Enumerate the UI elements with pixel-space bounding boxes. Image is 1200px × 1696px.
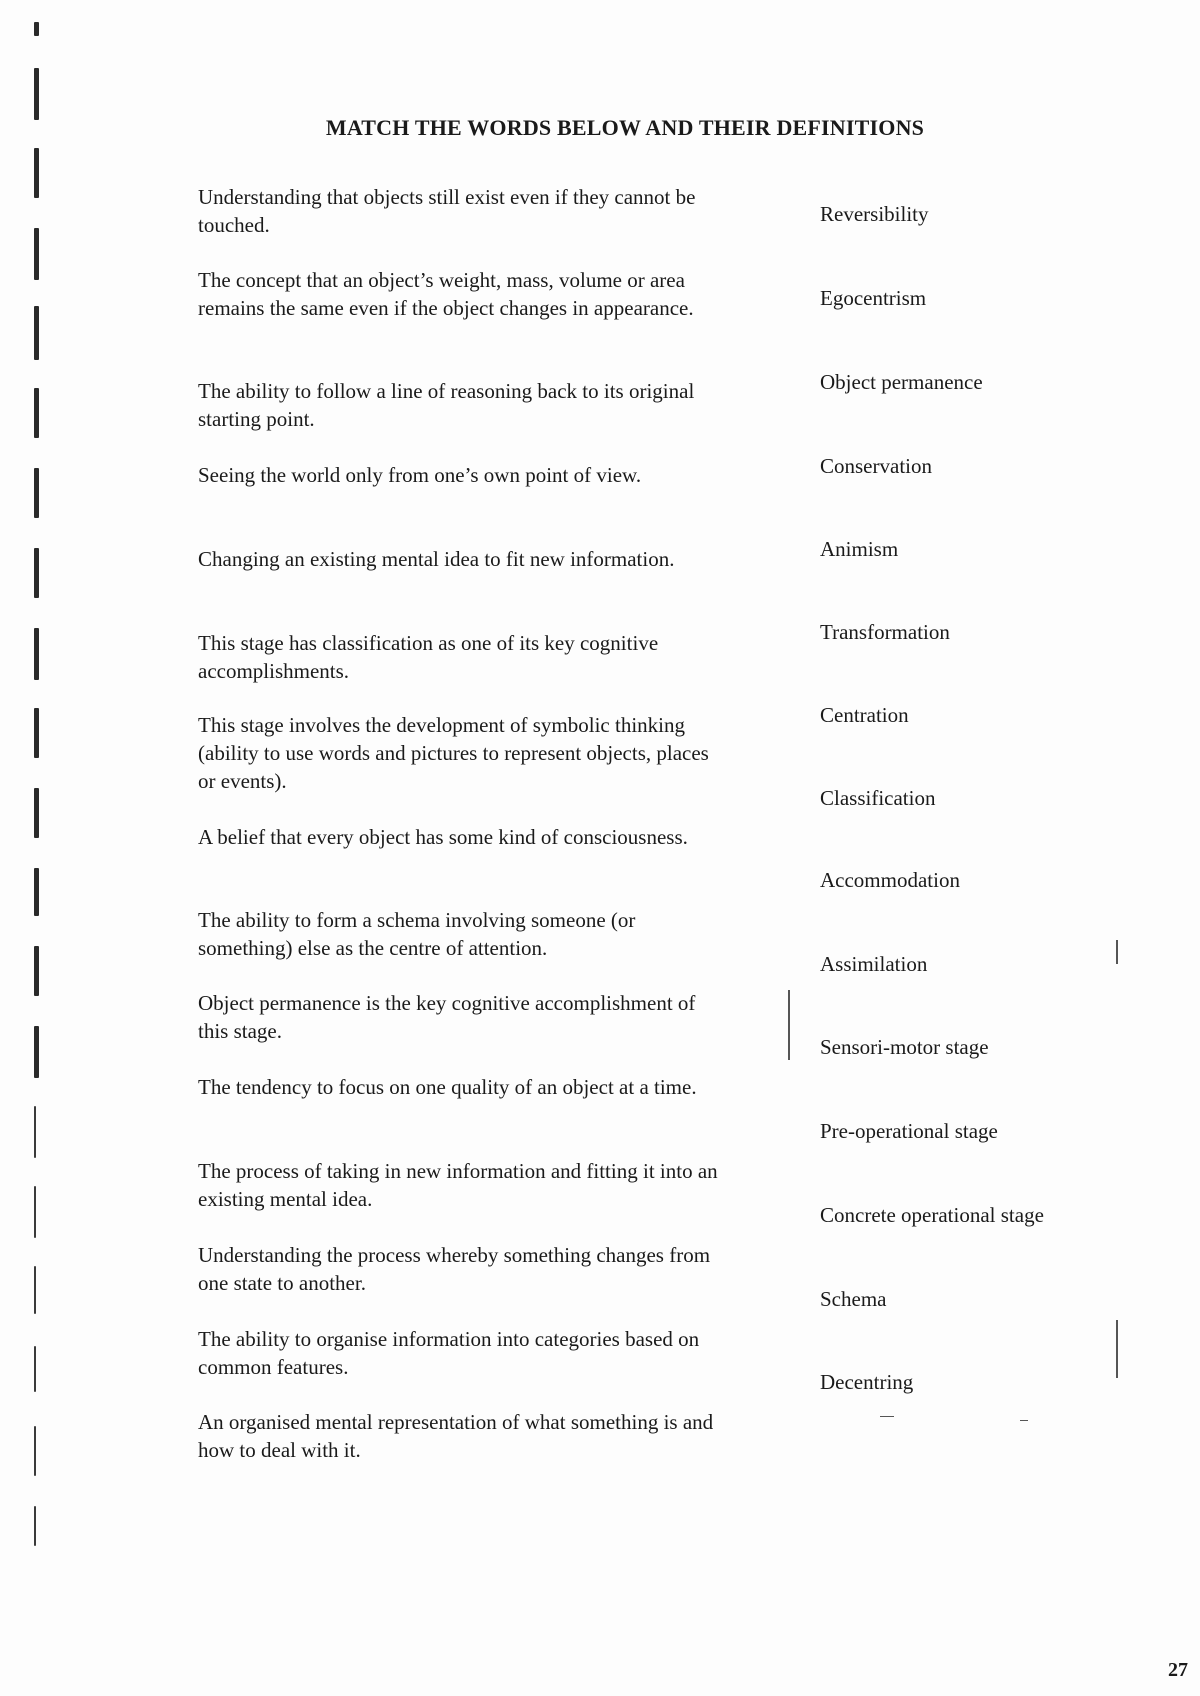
scan-artifact — [880, 1416, 894, 1417]
term-item: Sensori-motor stage — [820, 1035, 989, 1059]
term-item: Object permanence — [820, 370, 983, 394]
term-item: Centration — [820, 703, 909, 727]
term-item: Pre-operational stage — [820, 1119, 998, 1143]
binder-mark — [34, 1346, 36, 1392]
scan-artifact — [1116, 1320, 1118, 1378]
binder-mark — [34, 1426, 36, 1476]
binder-mark — [34, 1186, 36, 1238]
binder-mark — [34, 946, 39, 996]
binder-mark — [34, 68, 39, 120]
definition-item: The ability to form a schema involving someone (or something) else as the centre of attention. — [198, 908, 636, 960]
page-number: 27 — [1168, 1659, 1188, 1681]
definition-item: This stage involves the development of symbolic thinking (ability to use words and pictures to represent objects, places or events). — [198, 713, 709, 793]
definition-item: The ability to organise information into categories based on common features. — [198, 1327, 700, 1379]
definition-item: Understanding the process whereby something changes from one state to another. — [198, 1243, 711, 1295]
definition-item: Understanding that objects still exist even if they cannot be touched. — [198, 185, 696, 237]
binder-mark — [34, 22, 39, 36]
binder-mark — [34, 708, 39, 758]
definition-item: Seeing the world only from one’s own point of view. — [198, 463, 642, 487]
definition-item: The tendency to focus on one quality of an object at a time. — [198, 1075, 697, 1099]
term-item: Assimilation — [820, 952, 928, 976]
definition-item: Changing an existing mental idea to fit new information. — [198, 547, 675, 571]
definition-item: The process of taking in new information and fitting it into an existing mental idea. — [198, 1159, 718, 1211]
term-item: Reversibility — [820, 202, 929, 226]
term-item: Decentring — [820, 1370, 914, 1394]
binder-mark — [34, 628, 39, 680]
term-item: Transformation — [820, 620, 950, 644]
term-item: Classification — [820, 786, 936, 810]
definition-item: A belief that every object has some kind of consciousness. — [198, 825, 688, 849]
definition-item: Object permanence is the key cognitive accomplishment of this stage. — [198, 991, 696, 1043]
definition-item: The concept that an object’s weight, mass, volume or area remains the same even if the object changes in appearance. — [198, 268, 694, 320]
binder-mark — [34, 388, 39, 438]
definition-item: This stage has classification as one of its key cognitive accomplishments. — [198, 631, 659, 683]
term-item: Egocentrism — [820, 286, 927, 310]
binder-mark — [34, 788, 39, 838]
definition-item: An organised mental representation of what something is and how to deal with it. — [198, 1410, 714, 1462]
scan-artifact — [1020, 1420, 1028, 1421]
worksheet-title: MATCH THE WORDS BELOW AND THEIR DEFINITIONS — [325, 114, 925, 140]
binder-mark — [34, 306, 39, 360]
binder-mark — [34, 148, 39, 198]
binder-mark — [34, 1026, 39, 1078]
binder-mark — [34, 548, 39, 598]
binder-mark — [34, 228, 39, 280]
scan-artifact — [788, 990, 790, 1060]
binder-mark — [34, 868, 39, 916]
definition-item: The ability to follow a line of reasoning back to its original starting point. — [198, 379, 695, 431]
binder-mark — [34, 1106, 36, 1158]
binder-mark — [34, 1266, 36, 1314]
binder-mark — [34, 1506, 36, 1546]
scan-artifact — [1116, 940, 1118, 964]
term-item: Schema — [820, 1287, 887, 1311]
term-item: Accommodation — [820, 868, 960, 892]
term-item: Animism — [820, 537, 899, 561]
term-item: Concrete operational stage — [820, 1203, 1044, 1227]
binder-mark — [34, 468, 39, 518]
term-item: Conservation — [820, 454, 932, 478]
